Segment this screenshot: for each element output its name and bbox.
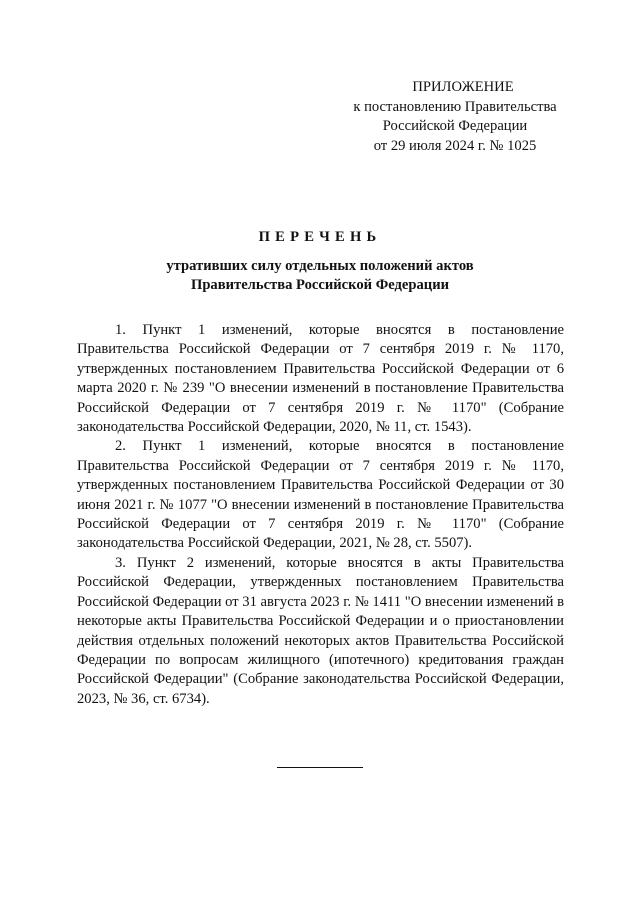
document-heading xyxy=(60,228,580,295)
list-item-2 xyxy=(77,437,564,553)
list-item-1 xyxy=(77,321,564,437)
appendix-line-1: к постановлению Правительства xyxy=(353,98,557,115)
list-item-number: 3. xyxy=(115,554,126,571)
document-body xyxy=(77,321,564,709)
list-item-text: Пункт 1 изменений, которые вносятся в постановление Правительства Российской Федерации от 7 сентября 2019 г. № 1170, утвержденных постановлением Правительства Российской Федерации от 30 июня 2021 г. № 1077 "О внесении изменений в постановление Правительства Российской Федерации от 7 сентября 2019 г. № 1170" (Собрание законодательства Российской Федерации, 2021, № 28, ст. 5507). xyxy=(77,438,564,552)
document-title: ПЕРЕЧЕНЬ xyxy=(258,229,382,245)
document-subtitle-line-2: Правительства Российской Федерации xyxy=(190,277,450,293)
appendix-title: ПРИЛОЖЕНИЕ xyxy=(412,79,514,95)
list-item-3 xyxy=(77,554,564,709)
list-item-number: 2. xyxy=(115,438,126,455)
list-item-text: Пункт 1 изменений, которые вносятся в постановление Правительства Российской Федерации от 7 сентября 2019 г. № 1170, утвержденных постановлением Правительства Российской Федерации от 6 марта 2020 г. № 239 "О внесении изменений в постановление Правительства Российской Федерации от 7 сентября 2019 г. № 1170" (Собрание законодательства Российской Федерации, 2020, № 11, ст. 1543). xyxy=(77,322,564,436)
document-subtitle-line-1: утративших силу отдельных положений актов xyxy=(166,258,474,274)
list-item-number: 1. xyxy=(115,322,126,338)
closing-divider-line xyxy=(277,767,363,768)
appendix-line-2: Российской Федерации xyxy=(382,118,528,134)
list-item-text: Пункт 2 изменений, которые вносятся в акты Правительства Российской Федерации, утвержденных постановлением Правительства Российской Федерации от 31 августа 2023 г. № 1411 "О внесении изменений в некоторые акты Правительства Российской Федерации и о приостановлении действия отдельных положений некоторых актов Правительства Российской Федерации по вопросам жилищного (ипотечного) кредитования граждан Российской Федерации" (Собрание законодательства Российской Федерации, 2023, № 36, ст. 6734). xyxy=(77,554,564,707)
appendix-date-line: от 29 июля 2024 г. № 1025 xyxy=(373,137,537,154)
appendix-block xyxy=(330,78,580,156)
